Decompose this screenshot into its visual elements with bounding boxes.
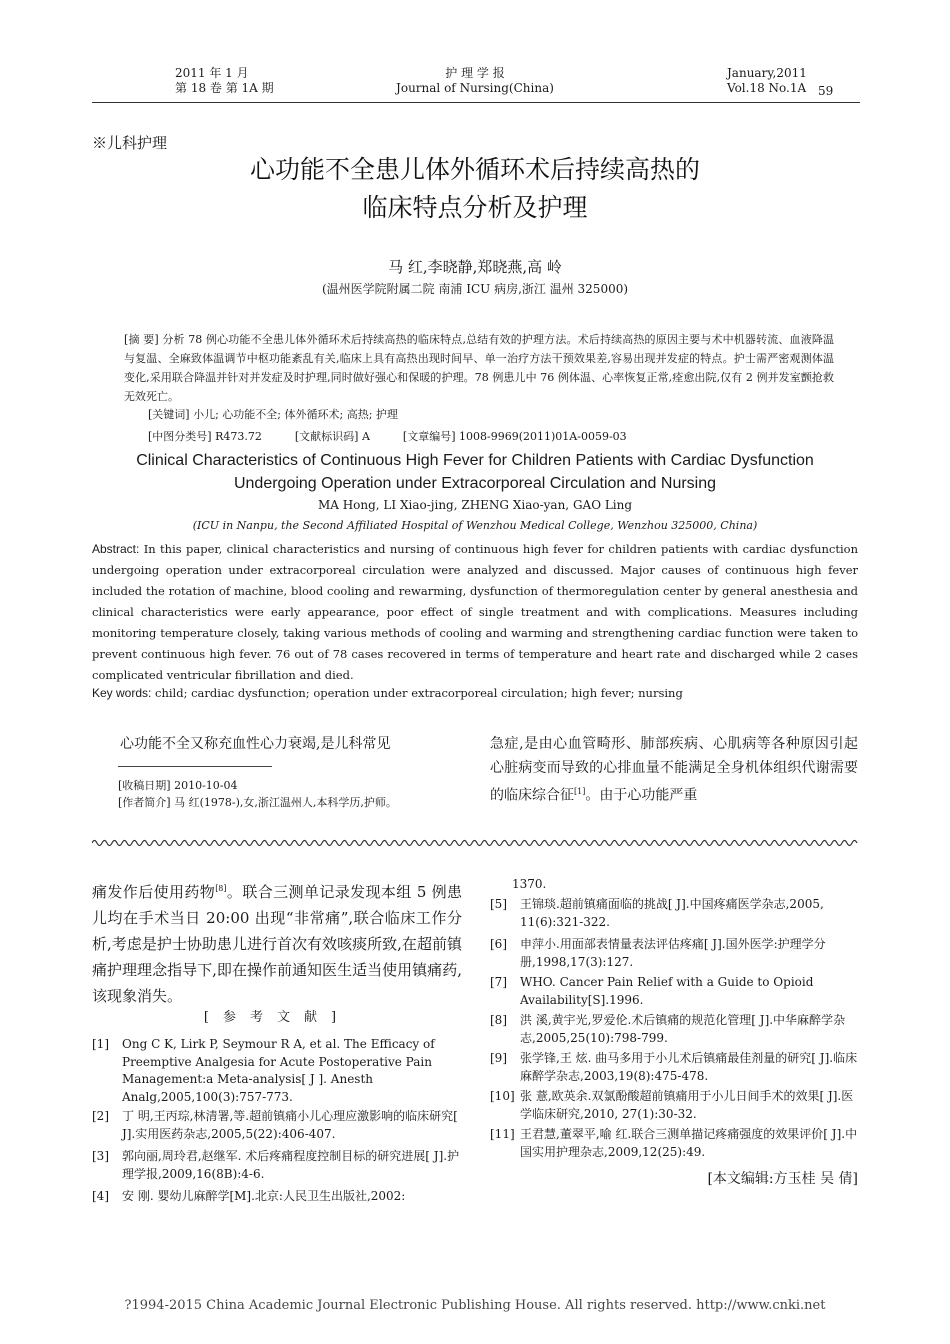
copyright-footer: ?1994-2015 China Academic Journal Electronic Publishing House. All rights reserved. http://www.cnki.net [124, 1298, 826, 1313]
citation: [8] [215, 884, 227, 893]
affiliation-en: (ICU in Nanpu, the Second Affiliated Hospital of Wenzhou Medical College, Wenzhou 325000, China) [192, 519, 758, 532]
reference-number: [10] [490, 1089, 515, 1103]
abstract-zh-label: [摘 要] [124, 333, 159, 346]
header-rule [92, 102, 860, 103]
reference-text: 丁 明,王丙琮,林清署,等.超前镇痛小儿心理应激影响的临床研究[ J].实用医药杂志,2005,5(22):406-407. [122, 1109, 458, 1141]
reference-number: [7] [490, 975, 507, 989]
references-left [92, 1036, 462, 1203]
references-right [490, 896, 858, 1166]
journal-name-zh: 护 理 学 报 [445, 66, 505, 80]
reference-text: 王锦琰.超前镇痛面临的挑战[ J].中国疼痛医学杂志,2005, 11(6):321-322. [520, 897, 824, 929]
reference-number: [3] [92, 1149, 109, 1163]
reference-text: 郭向丽,周玲君,赵继军. 术后疼痛程度控制目标的研究进展[ J].护理学报,2009,16(8B):4-6. [122, 1149, 460, 1181]
doc-code-value: A [358, 430, 370, 443]
header-center [0, 66, 950, 96]
affiliation-zh: (温州医学院附属二院 南浦 ICU 病房,浙江 温州 325000) [321, 282, 629, 296]
section-label: ※儿科护理 [92, 134, 168, 152]
journal-name-en: Journal of Nursing(China) [396, 81, 554, 95]
clc-label: [中图分类号] [148, 430, 212, 443]
keywords-zh-label: [关键词] [148, 408, 190, 421]
reference-text: 申萍小.用面部表情量表法评估疼痛[ J].国外医学:护理学分册,1998,17(3):127. [520, 937, 826, 969]
reference-text: 洪 溪,黄宇光,罗爱伦.术后镇痛的规范化管理[ J].中华麻醉学杂志,2005,25(10):798-799. [520, 1013, 846, 1045]
abstract-zh [124, 330, 834, 406]
citation: [1] [574, 787, 586, 796]
classification-line [148, 428, 627, 446]
article-no-label: [文章编号] [402, 430, 456, 443]
intro-right-text-2: 。由于心功能严重 [585, 787, 698, 804]
reference-number: [9] [490, 1051, 507, 1065]
authors-en: MA Hong, LI Xiao-jing, ZHENG Xiao-yan, GAO Ling [317, 498, 633, 512]
reference-number: [8] [490, 1013, 507, 1027]
reference-text: 王君慧,董翠平,喻 红.联合三测单描记疼痛强度的效果评价[ J].中国实用护理杂志,2009,12(25):49. [520, 1127, 858, 1159]
intro-right [490, 732, 858, 808]
reference-text: 张学锋,王 炫. 曲马多用于小儿术后镇痛最佳剂量的研究[ J].临床麻醉学杂志,2003,19(8):475-478. [520, 1051, 858, 1083]
footnote-received: [收稿日期] 2010-10-04 [118, 779, 238, 792]
volume-issue-en: Vol.18 No.1A [727, 81, 807, 95]
reference-number: [1] [92, 1037, 109, 1051]
page-number: 59 [818, 84, 834, 98]
header-right [727, 66, 807, 96]
keywords-zh [148, 406, 398, 424]
issue-date: 2011 年 1 月 [175, 66, 249, 80]
keywords-en [92, 686, 858, 700]
editor-note: [本文编辑:方玉桂 吴 倩] [707, 1171, 858, 1187]
footnote-author: [作者简介] 马 红(1978-),女,浙江温州人,本科学历,护师。 [118, 796, 397, 809]
clc-value: R473.72 [211, 430, 262, 443]
abstract-zh-text: 分析 78 例心功能不全患儿体外循环术后持续高热的临床特点,总结有效的护理方法。术后持续高热的原因主要与术中机器转流、血液降温与复温、全麻致体温调节中枢功能紊乱有关,临床上具有高热出现时间早、单一治疗方法干预效果差,容易出现并发症的特点。护士需严密观测体温变化,采用联合降温并针对并发症及时护理,同时做好强心和保暖的护理。78 例患儿中 76 例体温、心率恢复正常,痊愈出院,仅有 2 例并发室颤抢救无效死亡。 [124, 333, 834, 403]
footnote-rule [118, 766, 272, 767]
keywords-zh-text: 小儿; 心功能不全; 体外循环术; 高热; 护理 [189, 408, 398, 421]
title-zh-line1: 心功能不全患儿体外循环术后持续高热的 [249, 155, 700, 184]
continued-left [92, 876, 462, 1009]
authors-zh: 马 红,李晓静,郑晓燕,高 岭 [388, 258, 562, 276]
references-title: [参考文献] [203, 1010, 351, 1025]
article-no-value: 1008-9969(2011)01A-0059-03 [455, 430, 627, 443]
title-zh-line2: 临床特点分析及护理 [362, 193, 588, 222]
continued-left-text-1: 痛发作后使用药物 [92, 883, 216, 901]
volume-issue: 第 18 卷 第 1A 期 [175, 81, 274, 95]
reference-number: [6] [490, 937, 507, 951]
abstract-en [92, 539, 858, 686]
intro-right-text-1: 急症,是由心血管畸形、肺部疾病、心肌病等各种原因引起心脏病变而导致的心排血量不能满足全身机体组织代谢需要的临床综合征 [490, 736, 858, 804]
reference-text: WHO. Cancer Pain Relief with a Guide to Opioid Availability[S].1996. [520, 975, 814, 1007]
reference-number: [4] [92, 1189, 109, 1203]
reference-4-continuation: 1370. [512, 877, 547, 891]
continued-left-text-2: 。联合三测单记录发现本组 5 例患儿均在手术当日 20:00 出现“非常痛”,联合临床工作分析,考虑是护士协助患儿进行首次有效咳痰所致,在超前镇痛护理理念指导下,即在操作前通知医生适当使用镇痛药,该现象消失。 [92, 883, 462, 1005]
reference-number: [11] [490, 1127, 515, 1141]
keywords-en-label: Key words: [92, 686, 152, 700]
doc-code-label: [文献标识码] [294, 430, 359, 443]
abstract-en-label: Abstract: [92, 542, 140, 556]
intro-left: 心功能不全又称充血性心力衰竭,是儿科常见 [120, 736, 391, 752]
reference-text: 安 刚. 婴幼儿麻醉学[M].北京:人民卫生出版社,2002: [122, 1189, 406, 1203]
title-en-line2: Undergoing Operation under Extracorporeal Circulation and Nursing [233, 475, 717, 492]
keywords-en-text: child; cardiac dysfunction; operation under extracorporeal circulation; high fever; nursing [151, 686, 683, 700]
reference-number: [5] [490, 897, 507, 911]
title-en-line1: Clinical Characteristics of Continuous High Fever for Children Patients with Cardiac Dysfunction [136, 452, 814, 469]
reference-text: 张 薏,欧英余.双氯酚酸超前镇痛用于小儿日间手术的效果[ J].医学临床研究,2010, 27(1):30-32. [520, 1089, 854, 1121]
issue-date-en: January,2011 [727, 66, 807, 80]
wavy-separator [92, 838, 858, 848]
abstract-en-text: In this paper, clinical characteristics and nursing of continuous high fever for children patients with cardiac dysfunction undergoing operation under extracorporeal circulation were analyzed and discussed. Major causes of continuous high fever included the rotation of machine, blood cooling and rewarming, dysfunction of thermoregulation center by general anesthesia and clinical characteristics were early appearance, poor effect of single treatment and with complications. Measures including monitoring temperature closely, taking various methods of cooling and warming and strengthening cardiac function were taken to prevent continuous high fever. 76 out of 78 cases recovered in terms of temperature and heart rate and discharged while 2 cases complicated ventricular fibrillation and died. [92, 542, 858, 682]
reference-text: Ong C K, Lirk P, Seymour R A, et al. The Efficacy of Preemptive Analgesia for Acute Postoperative Pain Management:a Meta-analysis[ J ]. Anesth Analg,2005,100(3):757-773. [122, 1037, 435, 1104]
reference-number: [2] [92, 1109, 109, 1123]
